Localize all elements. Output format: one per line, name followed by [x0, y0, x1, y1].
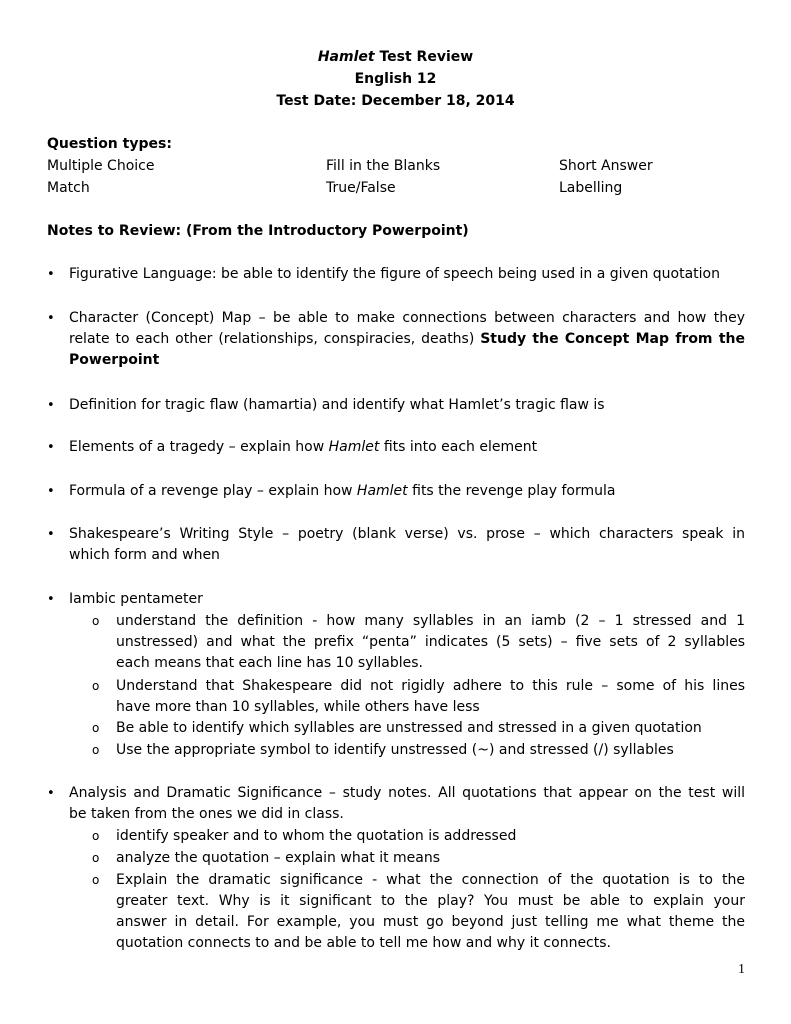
sub-item-text: Use the appropriate symbol to identify unstressed (~) and stressed (/) syllables — [116, 742, 674, 758]
sub-item-identify-syllables — [116, 718, 745, 739]
list-item-character-map — [69, 308, 745, 371]
list-item-text: Definition for tragic flaw (hamartia) and identify what Hamlet’s tragic flaw is — [69, 397, 605, 413]
sub-bullet-marker: o — [92, 829, 100, 843]
sub-item-iamb-definition — [116, 611, 745, 674]
bullet-marker: • — [47, 440, 55, 455]
bullet-marker: • — [47, 398, 55, 413]
list-item-text: Analysis and Dramatic Significance – study notes. All quotations that appear on the test will — [69, 785, 745, 801]
sub-item-text: identify speaker and to whom the quotation is addressed — [116, 828, 517, 844]
character-map-emphasis-end: Powerpoint — [69, 352, 160, 368]
list-item-tragedy-elements — [69, 437, 745, 458]
bullet-marker: • — [47, 267, 55, 282]
sub-item-text: Be able to identify which syllables are unstressed and stressed in a given quotation — [116, 720, 702, 736]
sub-item-text: quotation connects to and be able to tell me how and why it connects. — [116, 935, 611, 951]
revenge-text-b: fits the revenge play formula — [407, 483, 616, 499]
list-item-text — [69, 329, 745, 350]
list-item-tragic-flaw — [69, 395, 745, 416]
bullet-marker: • — [47, 786, 55, 801]
sub-item-text: greater text. Why is it significant to the play? You must be able to explain your — [116, 893, 745, 909]
list-item-text: which form and when — [69, 547, 220, 563]
question-type-short-answer: Short Answer — [559, 158, 653, 174]
revenge-text-a: Formula of a revenge play – explain how — [69, 483, 357, 499]
question-type-multiple-choice: Multiple Choice — [47, 158, 155, 174]
question-types-heading: Question types: — [47, 136, 172, 152]
sub-bullet-marker: o — [92, 679, 100, 693]
sub-item-text: analyze the quotation – explain what it means — [116, 850, 441, 866]
tragedy-hamlet-title: Hamlet — [328, 439, 380, 455]
sub-item-dramatic-significance — [116, 870, 745, 954]
list-item-text: Figurative Language: be able to identify the figure of speech being used in a given quotation — [69, 266, 720, 282]
title-italic: Hamlet — [317, 49, 375, 65]
tragedy-text-a: Elements of a tragedy – explain how — [69, 439, 329, 455]
sub-bullet-marker: o — [92, 851, 100, 865]
list-item-text: Shakespeare’s Writing Style – poetry (blank verse) vs. prose – which characters speak in — [69, 526, 745, 542]
sub-item-text: have more than 10 syllables, while others have less — [116, 699, 480, 715]
bullet-marker: • — [47, 311, 55, 326]
sub-item-text: Explain the dramatic significance - what the connection of the quotation is to the — [116, 872, 745, 888]
sub-item-symbols — [116, 740, 745, 761]
sub-bullet-marker: o — [92, 721, 100, 735]
page-number: 1 — [738, 962, 745, 977]
tragedy-text-b: fits into each element — [379, 439, 538, 455]
list-item-analysis — [69, 783, 745, 825]
sub-bullet-marker: o — [92, 614, 100, 628]
list-item-text: Iambic pentameter — [69, 591, 203, 607]
question-type-true-false: True/False — [326, 180, 396, 196]
sub-item-identify-speaker — [116, 826, 745, 847]
list-item-figurative-language — [69, 264, 745, 285]
list-item-writing-style — [69, 524, 745, 566]
document-title — [0, 49, 791, 65]
revenge-hamlet-title: Hamlet — [356, 483, 408, 499]
sub-item-analyze-quotation — [116, 848, 745, 869]
bullet-marker: • — [47, 527, 55, 542]
question-type-labelling: Labelling — [559, 180, 623, 196]
sub-item-text: each means that each line has 10 syllables. — [116, 655, 424, 671]
course-name: English 12 — [354, 71, 437, 87]
character-map-text: relate to each other (relationships, conspiracies, deaths) — [69, 331, 481, 347]
sub-bullet-marker: o — [92, 743, 100, 757]
character-map-emphasis: Study the Concept Map from the — [480, 331, 745, 347]
list-item-text — [69, 437, 745, 458]
sub-item-shakespeare-rule — [116, 676, 745, 718]
bullet-marker: • — [47, 592, 55, 607]
list-item-text: Character (Concept) Map – be able to make connections between characters and how they — [69, 310, 745, 326]
sub-item-text: unstressed) and what the prefix “penta” indicates (5 sets) – five sets of 2 syllables — [116, 634, 745, 650]
list-item-text: be taken from the ones we did in class. — [69, 806, 344, 822]
sub-item-text: answer in detail. For example, you must go beyond just telling me what theme the — [116, 914, 745, 930]
title-rest: Test Review — [374, 49, 474, 65]
bullet-marker: • — [47, 484, 55, 499]
question-type-match: Match — [47, 180, 90, 196]
sub-item-text: Understand that Shakespeare did not rigidly adhere to this rule – some of his lines — [116, 678, 745, 694]
sub-bullet-marker: o — [92, 873, 100, 887]
test-date: Test Date: December 18, 2014 — [276, 93, 515, 109]
notes-heading: Notes to Review: (From the Introductory Powerpoint) — [47, 223, 469, 239]
list-item-iambic-pentameter — [69, 589, 745, 610]
question-type-fill-blanks: Fill in the Blanks — [326, 158, 441, 174]
list-item-text — [69, 481, 745, 502]
list-item-revenge-play — [69, 481, 745, 502]
sub-item-text: understand the definition - how many syllables in an iamb (2 – 1 stressed and 1 — [116, 613, 745, 629]
